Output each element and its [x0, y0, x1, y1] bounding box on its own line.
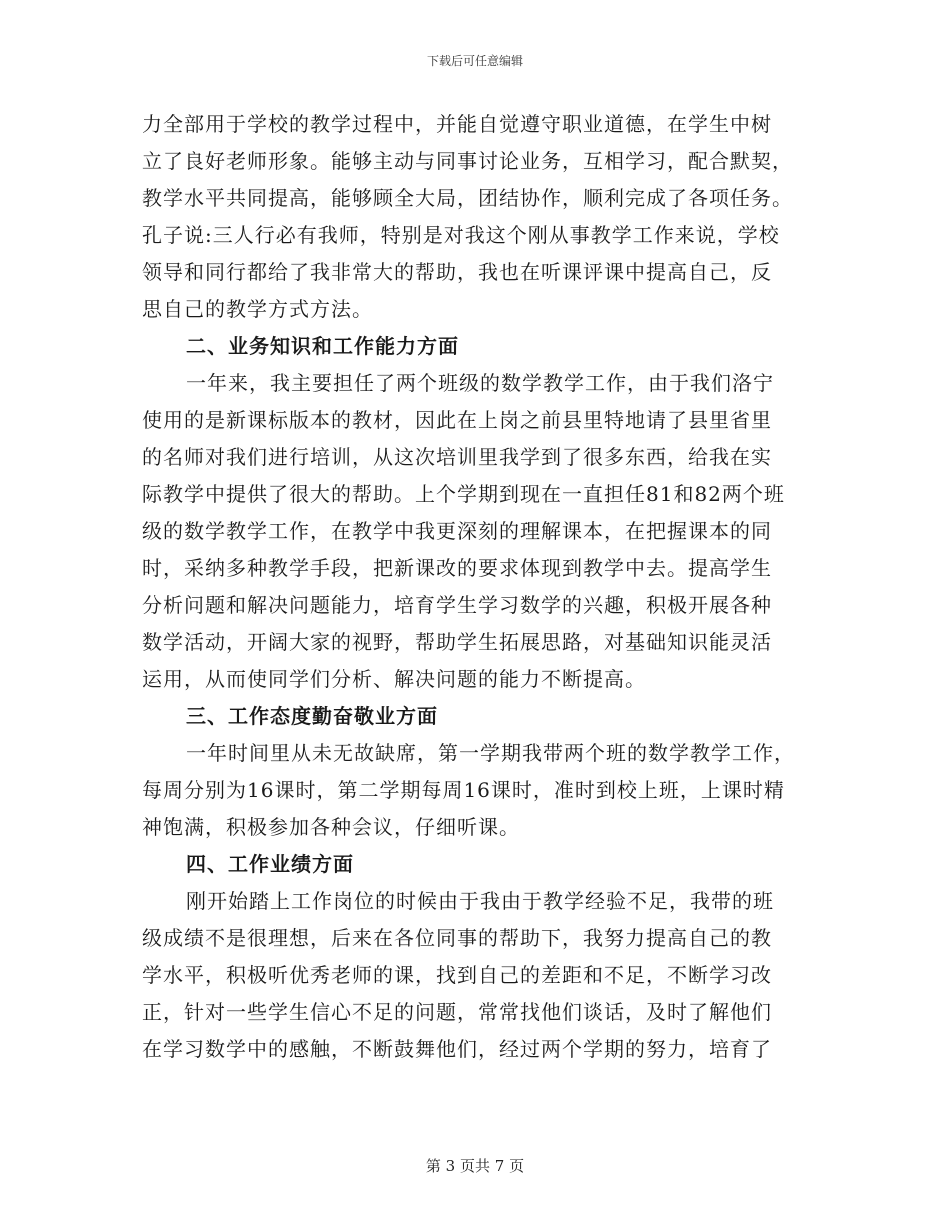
text-line: 时，采纳多种教学手段，把新课改的要求体现到教学中去。提高学生	[142, 556, 772, 580]
text-line: 神饱满，积极参加各种会议，仔细听课。	[142, 815, 520, 839]
text-line: 级的数学教学工作，在教学中我更深刻的理解课本，在把握课本的同	[142, 519, 772, 543]
text-line: 一年来，我主要担任了两个班级的数学教学工作，由于我们洛宁	[186, 371, 774, 395]
text-line: 教学水平共同提高，能够顾全大局，团结协作，顺利完成了各项任务。	[142, 186, 793, 210]
text-line: 数学活动，开阔大家的视野，帮助学生拓展思路，对基础知识能灵活	[142, 630, 772, 654]
text-line: 正，针对一些学生信心不足的问题，常常找他们谈话，及时了解他们	[142, 1000, 772, 1024]
section-heading: 三、工作态度勤奋敬业方面	[186, 704, 438, 728]
text-line: 学水平，积极听优秀老师的课，找到自己的差距和不足，不断学习改	[142, 963, 772, 987]
text-line: 的名师对我们进行培训，从这次培训里我学到了很多东西，给我在实	[142, 445, 772, 469]
page-footer: 第 3 页共 7 页	[425, 1157, 525, 1175]
text-line: 力全部用于学校的教学过程中，并能自觉遵守职业道德，在学生中树	[142, 112, 772, 136]
text-line: 刚开始踏上工作岗位的时候由于我由于教学经验不足，我带的班	[186, 889, 774, 913]
section-heading: 四、工作业绩方面	[186, 852, 354, 876]
text-line: 孔子说:三人行必有我师，特别是对我这个刚从事教学工作来说，学校	[142, 223, 780, 247]
text-line: 使用的是新课标版本的教材，因此在上岗之前县里特地请了县里省里	[142, 408, 772, 432]
text-line: 级成绩不是很理想，后来在各位同事的帮助下，我努力提高自己的教	[142, 926, 772, 950]
text-line: 立了良好老师形象。能够主动与同事讨论业务，互相学习，配合默契，	[142, 149, 793, 173]
text-line: 领导和同行都给了我非常大的帮助，我也在听课评课中提高自己，反	[142, 260, 772, 284]
text-line: 思自己的教学方式方法。	[142, 297, 373, 321]
text-line: 运用，从而使同学们分析、解决问题的能力不断提高。	[142, 667, 646, 691]
page-header: 下载后可任意编辑	[426, 54, 523, 68]
text-line: 每周分别为16课时，第二学期每周16课时，准时到校上班，上课时精	[142, 778, 785, 802]
text-line: 一年时间里从未无故缺席，第一学期我带两个班的数学教学工作，	[186, 741, 795, 765]
text-line: 分析问题和解决问题能力，培育学生学习数学的兴趣，积极开展各种	[142, 593, 772, 617]
text-line: 在学习数学中的感触，不断鼓舞他们，经过两个学期的努力，培育了	[142, 1037, 772, 1061]
document-body	[142, 106, 812, 1068]
section-heading: 二、业务知识和工作能力方面	[186, 334, 459, 358]
text-line: 际教学中提供了很大的帮助。上个学期到现在一直担任81和82两个班	[142, 482, 785, 506]
